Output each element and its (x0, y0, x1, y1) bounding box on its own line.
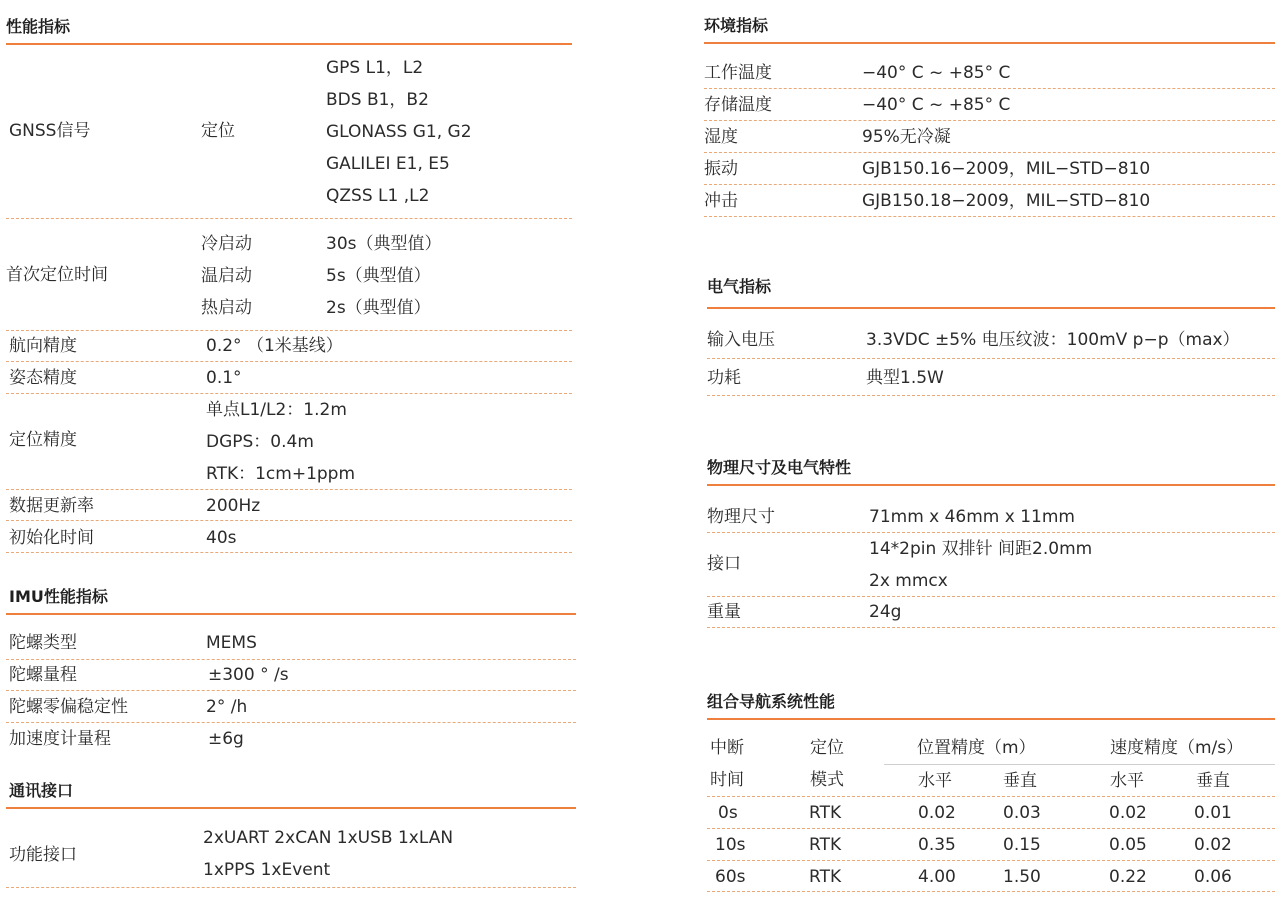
nav-row-outage: 10s (715, 835, 746, 855)
imu-gyro-range-value: ±300 ° /s (208, 665, 289, 685)
phys-size-value: 71mm x 46mm x 11mm (869, 507, 1075, 527)
imu-gyro-type-label: 陀螺类型 (9, 633, 77, 653)
row-divider (707, 532, 1275, 533)
row-divider (707, 860, 1275, 861)
env-vibration-label: 振动 (704, 159, 738, 179)
row-divider (6, 659, 576, 660)
init-time-label: 初始化时间 (9, 528, 94, 548)
comm-interface-label: 功能接口 (9, 845, 77, 865)
nav-row-mode: RTK (809, 835, 842, 855)
phys-weight-label: 重量 (707, 602, 741, 622)
row-divider (707, 596, 1275, 597)
warm-start-value: 5s（典型值） (326, 266, 431, 286)
nav-row-pos-h: 0.35 (918, 835, 956, 855)
env-operating-temp-label: 工作温度 (704, 63, 772, 83)
env-humidity-value: 95%无冷凝 (862, 127, 951, 147)
phys-interface-value-1: 14*2pin 双排针 间距2.0mm (869, 539, 1093, 559)
heading-accuracy-value: 0.2° （1米基线） (206, 336, 343, 356)
row-divider (6, 690, 576, 691)
nav-row-vel-v: 0.02 (1194, 835, 1232, 855)
section-divider (6, 613, 576, 615)
section-divider (704, 42, 1275, 44)
nav-row-pos-h: 0.02 (918, 803, 956, 823)
phys-size-label: 物理尺寸 (707, 507, 775, 527)
gnss-signal-qzss: QZSS L1 ,L2 (326, 186, 430, 206)
section-divider (6, 807, 576, 809)
imu-gyro-range-label: 陀螺量程 (9, 665, 77, 685)
env-shock-value: GJB150.18−2009，MIL−STD−810 (862, 191, 1151, 211)
hot-start-value: 2s（典型值） (326, 298, 431, 318)
row-divider (6, 722, 576, 723)
update-rate-label: 数据更新率 (9, 496, 94, 516)
nav-header-mode-2: 模式 (810, 770, 844, 790)
section-divider (6, 43, 572, 45)
nav-row-vel-h: 0.02 (1109, 803, 1147, 823)
position-accuracy-single: 单点L1/L2：1.2m (206, 400, 347, 420)
init-time-value: 40s (206, 528, 237, 548)
nav-row-pos-v: 0.15 (1003, 835, 1041, 855)
row-divider (6, 330, 572, 331)
row-divider (704, 216, 1275, 217)
elec-power-label: 功耗 (707, 368, 741, 388)
update-rate-value: 200Hz (206, 496, 261, 516)
row-divider (704, 88, 1275, 89)
imu-gyro-bias-value: 2° /h (206, 697, 248, 717)
section-title-performance: 性能指标 (6, 17, 71, 36)
nav-header-outage-2: 时间 (710, 770, 744, 790)
nav-row-outage: 60s (715, 867, 746, 887)
section-title-imu: IMU性能指标 (9, 587, 108, 606)
imu-gyro-type-value: MEMS (206, 633, 257, 653)
row-divider (6, 552, 572, 553)
attitude-accuracy-value: 0.1° (206, 368, 242, 388)
section-divider (707, 484, 1275, 486)
gnss-signal-bds: BDS B1，B2 (326, 90, 429, 110)
nav-header-vel-vertical: 垂直 (1196, 771, 1230, 791)
section-divider (707, 718, 1275, 720)
section-title-physical: 物理尺寸及电气特性 (707, 458, 852, 477)
nav-row-vel-h: 0.05 (1109, 835, 1147, 855)
nav-row-mode: RTK (809, 867, 842, 887)
row-divider (704, 152, 1275, 153)
ttff-label: 首次定位时间 (6, 265, 108, 285)
position-accuracy-dgps: DGPS：0.4m (206, 432, 314, 452)
env-shock-label: 冲击 (704, 191, 738, 211)
nav-row-pos-h: 4.00 (918, 867, 956, 887)
nav-row-vel-h: 0.22 (1109, 867, 1147, 887)
warm-start-label: 温启动 (201, 266, 252, 286)
env-storage-temp-value: −40° C ~ +85° C (862, 95, 1011, 115)
heading-accuracy-label: 航向精度 (9, 336, 77, 356)
row-divider (6, 887, 576, 888)
gnss-signal-label: GNSS信号 (9, 121, 91, 141)
env-vibration-value: GJB150.16−2009，MIL−STD−810 (862, 159, 1151, 179)
nav-row-outage: 0s (718, 803, 738, 823)
row-divider (704, 184, 1275, 185)
row-divider (6, 489, 572, 490)
row-divider (6, 393, 572, 394)
row-divider (6, 520, 572, 521)
cold-start-value: 30s（典型值） (326, 234, 442, 254)
position-accuracy-label: 定位精度 (9, 430, 77, 450)
nav-header-pos-vertical: 垂直 (1003, 771, 1037, 791)
section-divider (707, 307, 1275, 309)
imu-accel-range-label: 加速度计量程 (9, 729, 111, 749)
phys-interface-value-2: 2x mmcx (869, 571, 948, 591)
comm-interface-value-1: 2xUART 2xCAN 1xUSB 1xLAN (203, 828, 454, 848)
phys-interface-label: 接口 (707, 554, 741, 574)
elec-input-voltage-label: 输入电压 (707, 330, 775, 350)
env-operating-temp-value: −40° C ~ +85° C (862, 63, 1011, 83)
section-title-environment: 环境指标 (704, 16, 769, 35)
row-divider (6, 361, 572, 362)
nav-row-vel-v: 0.01 (1194, 803, 1232, 823)
comm-interface-value-2: 1xPPS 1xEvent (203, 860, 331, 880)
nav-header-position-accuracy: 位置精度（m） (917, 738, 1036, 758)
nav-row-vel-v: 0.06 (1194, 867, 1232, 887)
hot-start-label: 热启动 (201, 298, 252, 318)
row-divider (707, 891, 1275, 892)
positioning-label: 定位 (201, 121, 235, 141)
cold-start-label: 冷启动 (201, 234, 252, 254)
gnss-signal-glonass: GLONASS G1, G2 (326, 122, 472, 142)
nav-row-mode: RTK (809, 803, 842, 823)
row-divider (704, 120, 1275, 121)
position-accuracy-rtk: RTK：1cm+1ppm (206, 464, 356, 484)
phys-weight-value: 24g (869, 602, 902, 622)
nav-header-outage-1: 中断 (710, 738, 744, 758)
nav-header-divider (884, 764, 1275, 765)
row-divider (6, 218, 572, 219)
imu-gyro-bias-label: 陀螺零偏稳定性 (9, 697, 128, 717)
nav-header-velocity-accuracy: 速度精度（m/s） (1110, 738, 1244, 758)
row-divider (707, 828, 1275, 829)
env-storage-temp-label: 存储温度 (704, 95, 772, 115)
section-title-comm: 通讯接口 (9, 781, 74, 800)
row-divider (707, 627, 1275, 628)
imu-accel-range-value: ±6g (208, 729, 244, 749)
nav-header-vel-horizontal: 水平 (1110, 771, 1144, 791)
row-divider (707, 358, 1275, 359)
elec-input-voltage-value: 3.3VDC ±5% 电压纹波：100mV p−p（max） (866, 330, 1240, 350)
nav-header-pos-horizontal: 水平 (918, 771, 952, 791)
gnss-signal-galileo: GALILEI E1, E5 (326, 154, 450, 174)
nav-header-mode-1: 定位 (810, 738, 844, 758)
nav-row-pos-v: 1.50 (1003, 867, 1041, 887)
gnss-signal-gps: GPS L1，L2 (326, 58, 424, 78)
nav-row-pos-v: 0.03 (1003, 803, 1041, 823)
section-title-electrical: 电气指标 (707, 277, 772, 296)
row-divider (707, 395, 1275, 396)
elec-power-value: 典型1.5W (866, 368, 944, 388)
env-humidity-label: 湿度 (704, 127, 738, 147)
section-title-integrated-nav: 组合导航系统性能 (707, 692, 836, 711)
row-divider (707, 796, 1275, 797)
attitude-accuracy-label: 姿态精度 (9, 368, 77, 388)
